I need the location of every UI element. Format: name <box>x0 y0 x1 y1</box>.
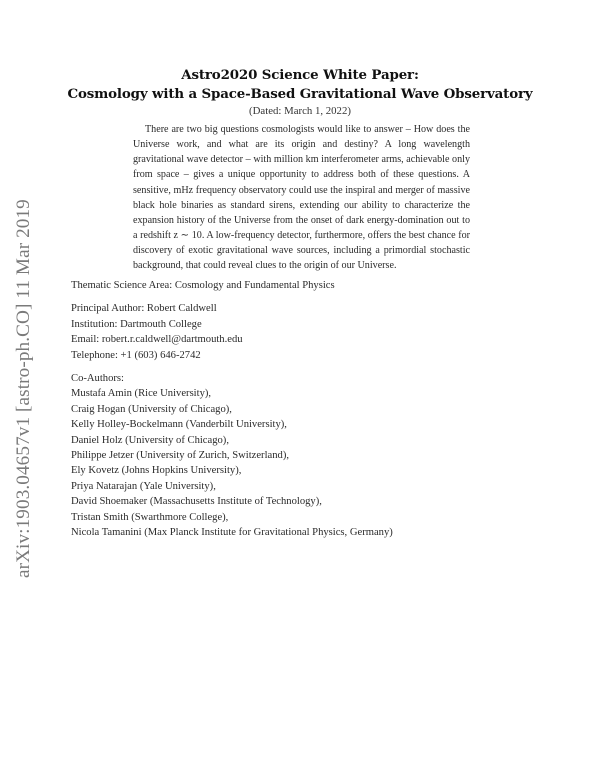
arxiv-sidebar-stamp <box>4 185 44 580</box>
dated-line: (Dated: March 1, 2022) <box>249 105 351 117</box>
paper-title-line-1: Astro2020 Science White Paper: <box>181 67 419 83</box>
abstract: There are two big questions cosmologists would like to answer – How does the Universe work, and what are its origin and destiny? A long wavelength gravitational wave detector – with million km interferometer arms, achievable only from space – gives a unique opportunity to address both of these questions. A sensitive, mHz frequency observatory could use the inspiral and merger of massive black hole binaries as standard sirens, extending our ability to characterize the expansion history of the Universe from the onset of dark energy-domination out to a redshift z ∼ 10. A low-frequency detector, furthermore, offers the best chance for discovery of exotic gravitational wave sources, including a primordial stochastic background, that could reveal clues to the origin of our Universe. <box>133 124 470 272</box>
coauthor-item: Ely Kovetz (Johns Hopkins University), <box>71 465 242 477</box>
principal-author: Principal Author: Robert Caldwell <box>71 303 217 315</box>
coauthor-item: Nicola Tamanini (Max Planck Institute for Gravitational Physics, Germany) <box>71 527 393 539</box>
institution: Institution: Dartmouth College <box>71 318 202 330</box>
coauthor-item: Mustafa Amin (Rice University), <box>71 388 212 400</box>
coauthors-heading: Co-Authors: <box>71 373 124 385</box>
coauthor-item: Craig Hogan (University of Chicago), <box>71 403 232 415</box>
title-block <box>60 66 540 118</box>
coauthor-item: Daniel Holz (University of Chicago), <box>71 434 229 446</box>
arxiv-identifier: arXiv:1903.04657v1 [astro-ph.CO] 11 Mar 2019 <box>13 199 34 578</box>
email: Email: robert.r.caldwell@dartmouth.edu <box>71 334 243 346</box>
coauthor-item: Philippe Jetzer (University of Zurich, Switzerland), <box>71 450 289 462</box>
author-info <box>71 278 511 541</box>
telephone: Telephone: +1 (603) 646-2742 <box>71 349 201 361</box>
paper-title-line-2: Cosmology with a Space-Based Gravitational Wave Observatory <box>67 86 533 102</box>
coauthor-item: David Shoemaker (Massachusetts Institute of Technology), <box>71 496 322 508</box>
coauthor-item: Kelly Holley-Bockelmann (Vanderbilt University), <box>71 419 287 431</box>
thematic-science-area: Thematic Science Area: Cosmology and Fundamental Physics <box>71 280 335 291</box>
coauthor-item: Tristan Smith (Swarthmore College), <box>71 511 229 523</box>
coauthor-item: Priya Natarajan (Yale University), <box>71 480 216 492</box>
